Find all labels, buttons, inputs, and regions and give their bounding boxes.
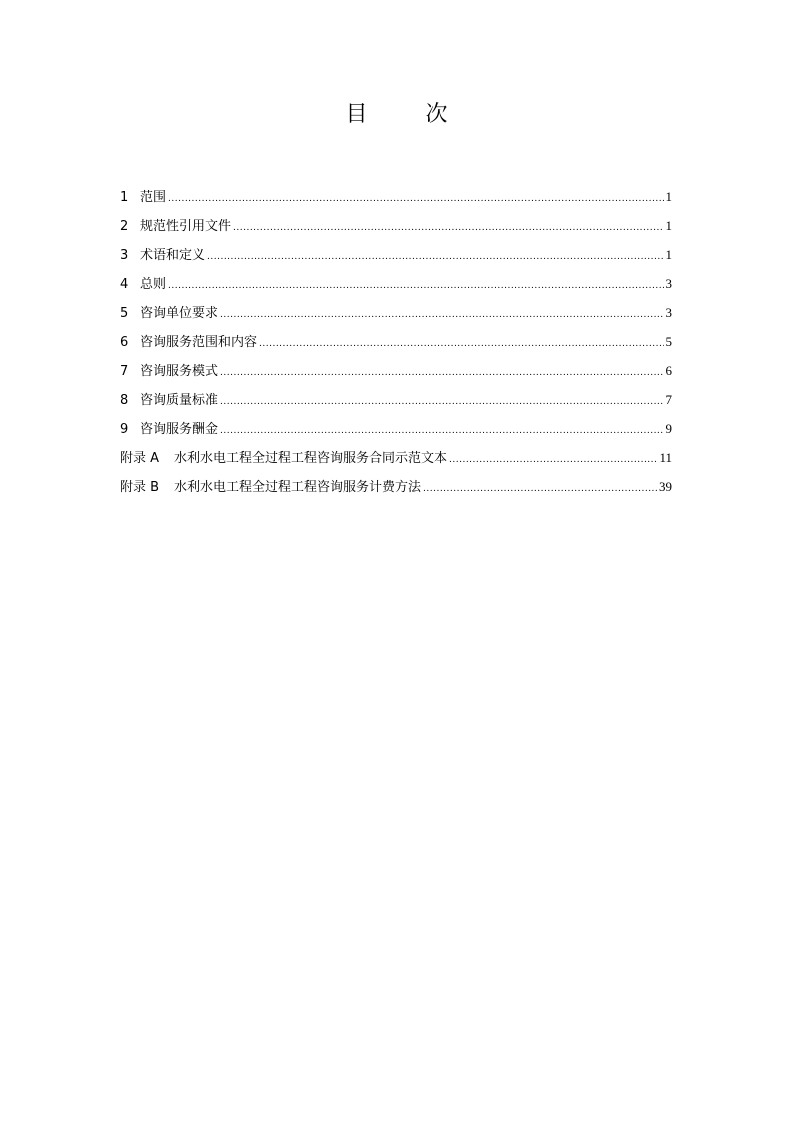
toc-entry-page: 11 xyxy=(659,450,672,465)
toc-entry-label: 术语和定义 xyxy=(140,248,206,263)
toc-entry-label: 咨询单位要求 xyxy=(140,306,219,321)
toc-dot-leader xyxy=(220,305,663,325)
toc-entry-label: 咨询服务酬金 xyxy=(140,422,219,437)
toc-entry-page: 1 xyxy=(665,189,672,204)
toc-entry-label: 总则 xyxy=(140,277,167,292)
toc-entry-number: 9 xyxy=(120,422,129,437)
toc-entry-page: 9 xyxy=(665,421,672,436)
toc-entry-page: 1 xyxy=(665,218,672,233)
toc-entry-number: 5 xyxy=(120,306,129,321)
toc-entry-appendix-a[interactable] xyxy=(120,448,672,477)
toc-entry-number: 8 xyxy=(120,393,129,408)
toc-entry-5[interactable] xyxy=(120,303,672,332)
toc-entry-label: 水利水电工程全过程工程咨询服务合同示范文本 xyxy=(174,451,448,466)
toc-entry-number: 附录 A xyxy=(120,451,160,466)
toc-entry-label: 咨询服务范围和内容 xyxy=(140,335,258,350)
toc-entry-label: 咨询质量标准 xyxy=(140,393,219,408)
toc-entry-number: 附录 B xyxy=(120,480,160,495)
toc-entry-number: 4 xyxy=(120,277,129,292)
toc-entry-page: 3 xyxy=(665,276,672,291)
toc-entry-label: 咨询服务模式 xyxy=(140,364,219,379)
toc-entry-page: 39 xyxy=(659,479,672,494)
toc-dot-leader xyxy=(220,392,663,412)
toc-entry-label: 规范性引用文件 xyxy=(140,219,232,234)
toc-entry-3[interactable] xyxy=(120,245,672,274)
toc-entry-page: 5 xyxy=(665,334,672,349)
toc-entry-number: 7 xyxy=(120,364,129,379)
toc-dot-leader xyxy=(207,247,663,267)
toc-dot-leader xyxy=(168,276,663,296)
toc-entry-9[interactable] xyxy=(120,419,672,448)
toc-dot-leader xyxy=(233,218,663,238)
toc-entry-8[interactable] xyxy=(120,390,672,419)
toc-entry-number: 6 xyxy=(120,335,129,350)
toc-entry-7[interactable] xyxy=(120,361,672,390)
toc-entry-1[interactable] xyxy=(120,187,672,216)
toc-entry-6[interactable] xyxy=(120,332,672,361)
toc-entry-page: 7 xyxy=(665,392,672,407)
toc-entry-label: 水利水电工程全过程工程咨询服务计费方法 xyxy=(174,480,422,495)
toc-entry-number: 2 xyxy=(120,219,129,234)
toc-dot-leader xyxy=(220,421,663,441)
toc-entry-4[interactable] xyxy=(120,274,672,303)
toc-entry-label: 范围 xyxy=(140,190,167,205)
toc-entry-page: 3 xyxy=(665,305,672,320)
toc-dot-leader xyxy=(168,189,663,209)
toc-dot-leader xyxy=(449,450,657,470)
toc-entry-2[interactable] xyxy=(120,216,672,245)
toc-entry-number: 1 xyxy=(120,190,129,205)
toc-dot-leader xyxy=(259,334,663,354)
toc-dot-leader xyxy=(220,363,663,383)
toc-entry-page: 6 xyxy=(665,363,672,378)
toc-dot-leader xyxy=(423,479,657,499)
table-of-contents xyxy=(120,187,672,506)
page-title: 目 次 xyxy=(345,102,466,127)
toc-entry-appendix-b[interactable] xyxy=(120,477,672,506)
toc-entry-number: 3 xyxy=(120,248,129,263)
toc-entry-page: 1 xyxy=(665,247,672,262)
